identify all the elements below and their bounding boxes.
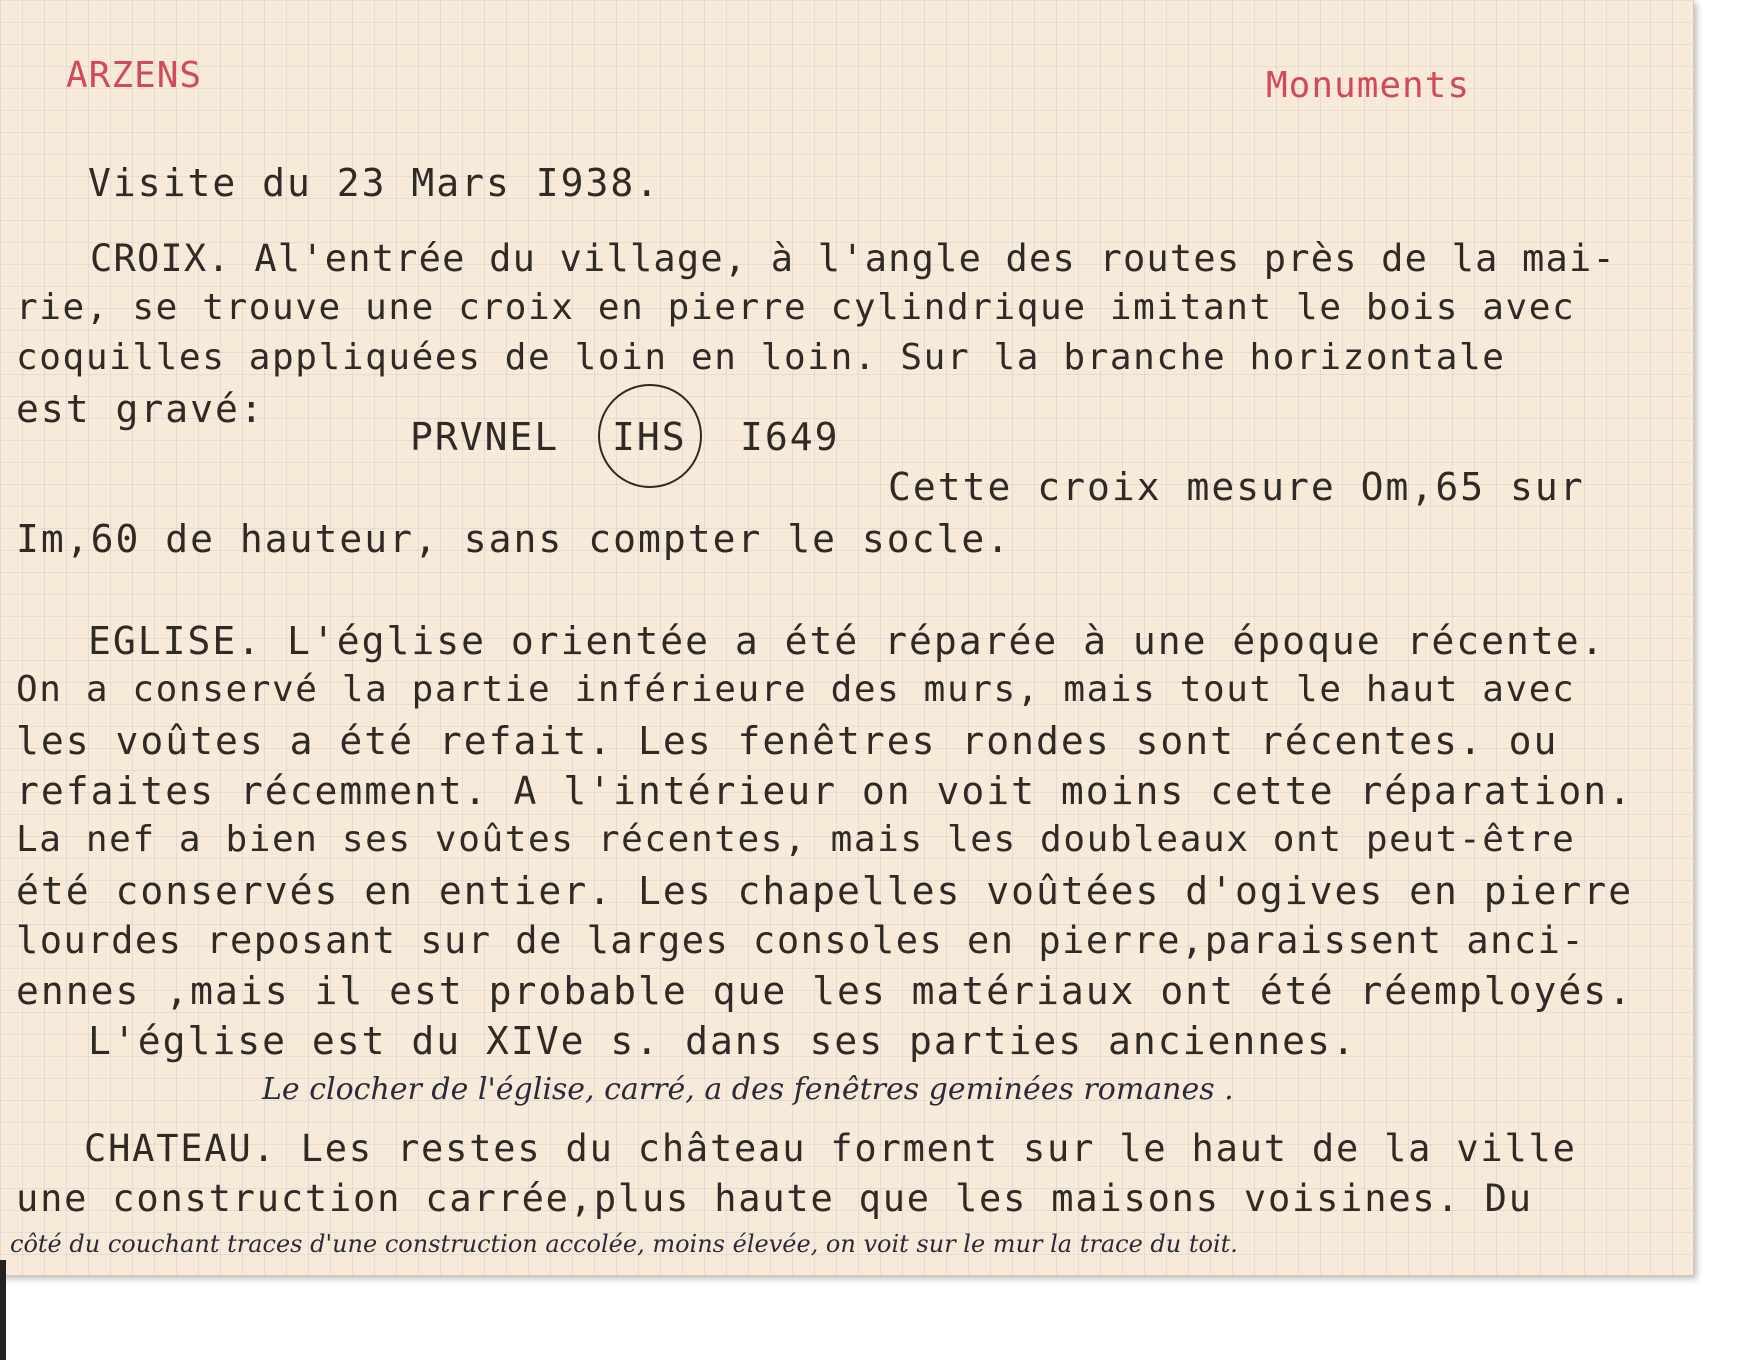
croix-line-4: est gravé: [16,387,265,431]
eglise-handwritten-note: Le clocher de l'église, carré, a des fenêtres geminées romanes . [262,1072,1234,1107]
eglise-line-3: les voûtes a été refait. Les fenêtres rondes sont récentes. ou [16,719,1559,763]
eglise-line-1: EGLISE. L'église orientée a été réparée à une époque récente. [88,619,1606,663]
eglise-line-6: été conservés en entier. Les chapelles voûtées d'ogives en pierre [16,869,1634,913]
chateau-line-1: CHATEAU. Les restes du château forment sur le haut de la ville [84,1127,1577,1170]
inscription-left: PRVNEL [410,415,560,459]
visit-date: Visite du 23 Mars I938. [88,161,661,205]
chateau-handwritten-note: côté du couchant traces d'une construction accolée, moins élevée, on voit sur le mur la trace du toit. [10,1230,1238,1258]
croix-line-1: CROIX. Al'entrée du village, à l'angle des routes près de la mai- [90,237,1616,280]
inscription-right: I649 [740,415,840,459]
scan-edge [0,1260,6,1360]
croix-line-2: rie, se trouve une croix en pierre cylindrique imitant le bois avec [16,287,1576,328]
eglise-line-2: On a conservé la partie inférieure des murs, mais tout le haut avec [16,669,1576,710]
croix-line-3: coquilles appliquées de loin en loin. Sur la branche horizontale [16,337,1506,378]
inscription-center: IHS [612,415,687,459]
place-heading: ARZENS [66,55,203,96]
eglise-line-9: L'église est du XIVe s. dans ses parties anciennes. [88,1019,1357,1063]
croix-line-6: Im,60 de hauteur, sans compter le socle. [16,517,1012,561]
croix-line-5: Cette croix mesure Om,65 sur [888,465,1585,509]
eglise-line-7: lourdes reposant sur de larges consoles en pierre,paraissent anci- [16,919,1586,962]
eglise-line-8: ennes ,mais il est probable que les matériaux ont été réemployés. [16,969,1634,1013]
category-heading: Monuments [1266,65,1471,106]
chateau-line-2: une construction carrée,plus haute que les maisons voisines. Du [16,1177,1533,1220]
eglise-line-4: refaites récemment. A l'intérieur on voit moins cette réparation. [16,769,1634,813]
eglise-line-5: La nef a bien ses voûtes récentes, mais les doubleaux ont peut-être [16,819,1576,860]
